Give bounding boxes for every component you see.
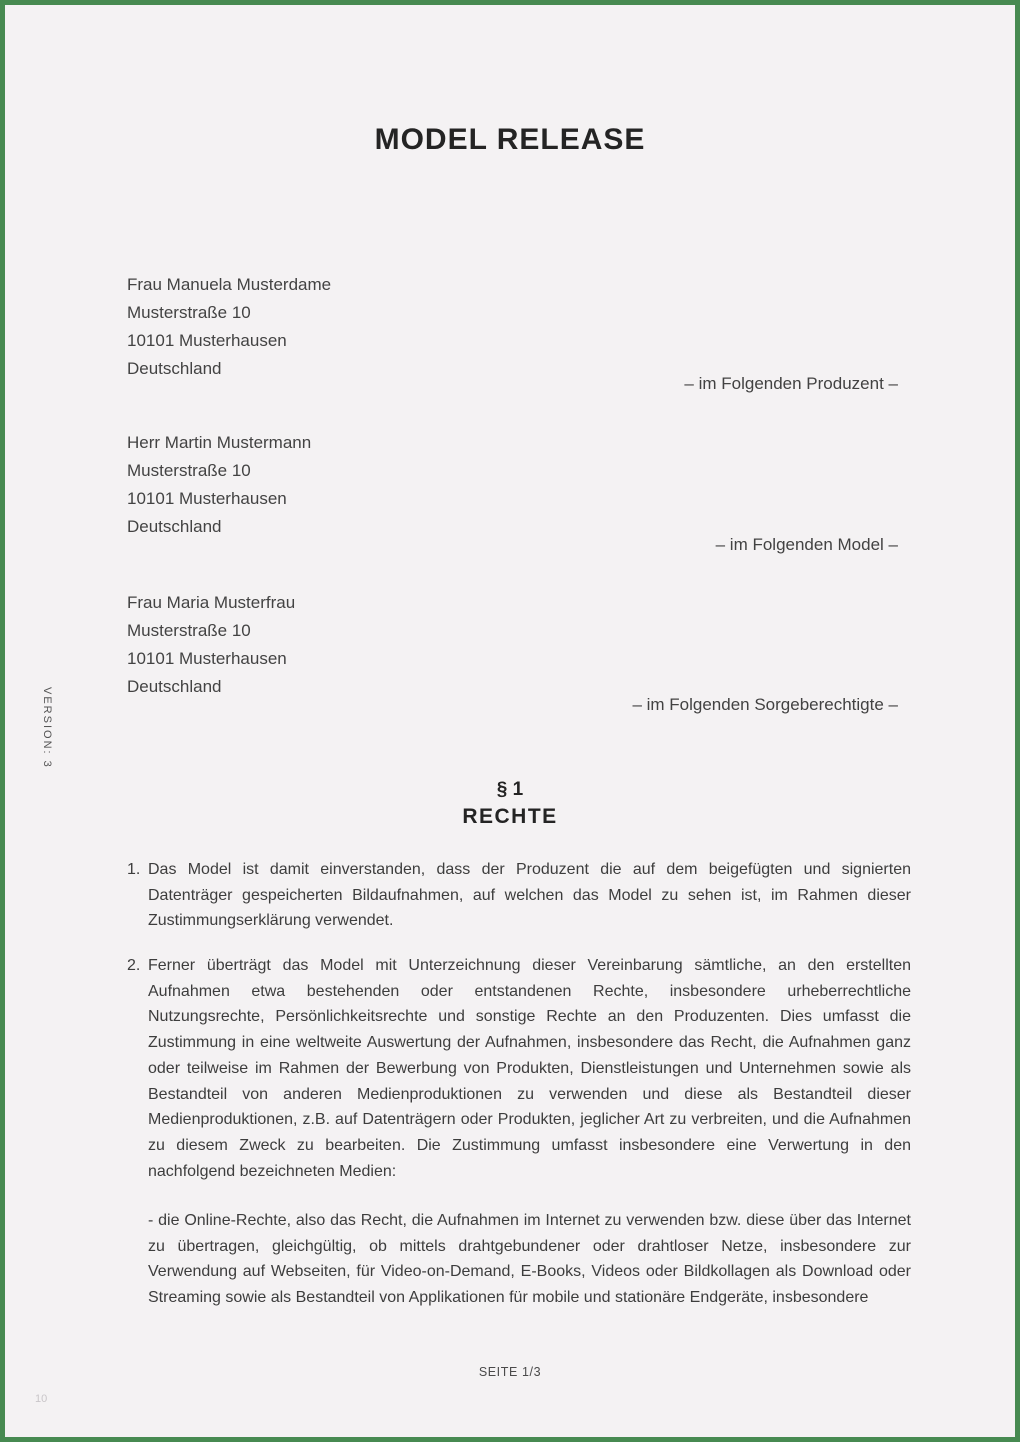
clause-2 [127,953,911,1184]
party-model-address [127,429,311,541]
party-name: Frau Maria Musterfrau [127,593,296,612]
party-country: Deutschland [127,677,222,696]
section-heading [5,777,1015,831]
party-guardian-address [127,589,295,701]
party-city: 10101 Musterhausen [127,331,287,350]
clause-number: 1. [127,861,141,878]
party-name: Herr Martin Mustermann [127,433,312,452]
clause-text: Das Model ist damit einverstanden, dass der Produzent die auf dem beigefügten und signierten Datenträger gespeicherten Bildaufnahmen, auf welchen das Model zu sehen ist, im Rahmen dieser Zustimmungserklärung verwendet. [148,861,911,930]
page-number-label: SEITE 1/3 [478,1365,542,1379]
party-street: Musterstraße 10 [127,303,251,322]
party-city: 10101 Musterhausen [127,489,287,508]
scan-artifact: 10 [35,1393,48,1405]
role-label-producer: – im Folgenden Produzent – [684,374,898,393]
role-label-guardian: – im Folgenden Sorgeberechtigte – [632,695,898,714]
party-country: Deutschland [127,517,222,536]
party-city: 10101 Musterhausen [127,649,287,668]
clause-online-rights: - die Online-Rechte, also das Recht, die Aufnahmen im Internet zu verwenden bzw. diese über das Internet zu übertragen, gleichgültig, ob mittels drahtgebundener oder drahtloser Netze, insbesondere zur Verwendung auf Webseiten, für Video-on-Demand, E-Books, Videos oder Bildkollagen als Download oder Streaming sowie als Bestandteil von Applikationen für mobile und stationäre Endgeräte, insbesondere [148,1212,911,1307]
document-title: MODEL RELEASE [374,123,646,156]
clause-1 [127,857,911,934]
party-name: Frau Manuela Musterdame [127,275,332,294]
role-label-model: – im Folgenden Model – [715,535,898,554]
party-producer-address [127,271,331,383]
party-street: Musterstraße 10 [127,621,251,640]
section-title: RECHTE [462,805,558,828]
section-number: § 1 [496,779,524,800]
clause-number: 2. [127,957,141,974]
clause-text: Ferner überträgt das Model mit Unterzeichnung dieser Vereinbarung sämtliche, an den erstellten Aufnahmen etwa bestehenden oder entstandenen Rechte, insbesondere urheberrechtliche Nutzungsrechte, Persönlichkeitsrechte und sonstige Rechte an den Produzenten. Dies umfasst die Zustimmung in eine weltweite Auswertung der Aufnahmen, insbesondere das Recht, die Aufnahmen ganz oder teilweise im Rahmen der Bewerbung von Produkten, Dienstleistungen und Unternehmen sowie als Bestandteil von anderen Medienproduktionen zu verwenden und diese als Bestandteil dieser Medienproduktionen, z.B. auf Datenträgern oder Produkten, jeglicher Art zu verbreiten, und die Aufnahmen zu diesem Zweck zu bearbeiten. Die Zustimmung umfasst insbesondere eine Verwertung in den nachfolgend bezeichneten Medien: [148,957,911,1180]
party-country: Deutschland [127,359,222,378]
party-street: Musterstraße 10 [127,461,251,480]
version-label: VERSION: 3 [41,687,53,769]
